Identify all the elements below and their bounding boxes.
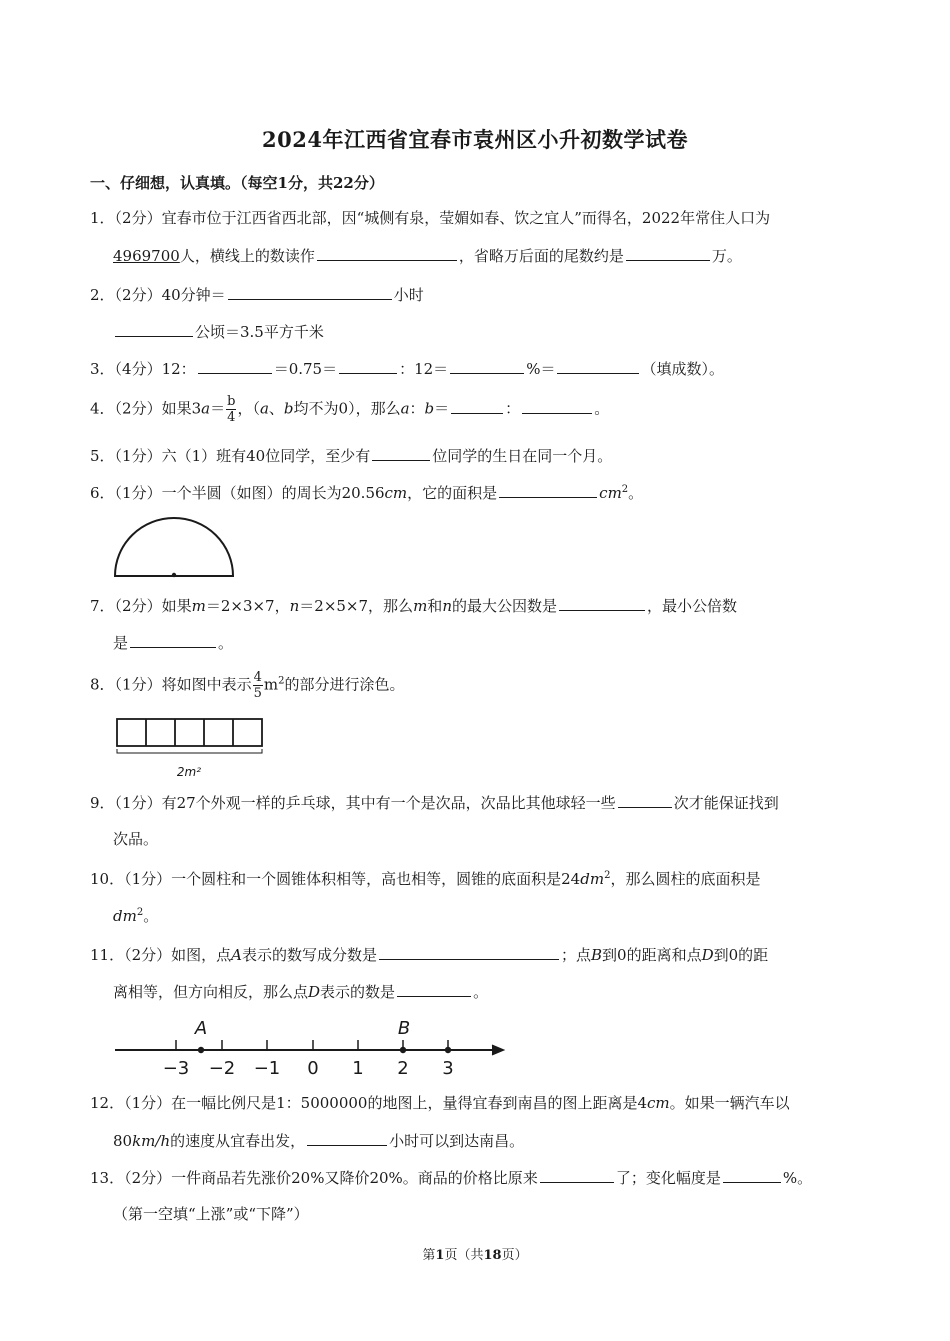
axis-label-2: 2 (397, 1058, 409, 1079)
answer-blank-5[interactable] (372, 444, 430, 461)
population-number: 4969700 (113, 247, 180, 265)
answer-blank-4a[interactable] (451, 397, 503, 414)
answer-blank-6[interactable] (499, 481, 597, 498)
page-title: 2024年江西省宜春市袁州区小升初数学试卷 (262, 127, 688, 152)
axis-label-neg1: −1 (253, 1058, 281, 1079)
number-line-arrow (492, 1045, 504, 1055)
question-10-line-1: 10．（1分）一个圆柱和一个圆锥体积相等，高也相等，圆锥的底面积是$24dm^2$，那么圆柱的底面积是 (90, 870, 761, 888)
question-7-line-1: 7．（2分）如果m＝2×3×7，n＝2×5×7，那么m和n的最大公因数是 ，最小公倍数 (90, 594, 737, 617)
rectangle-outline (117, 719, 262, 746)
answer-blank-2a[interactable] (228, 283, 392, 300)
answer-blank-1b[interactable] (626, 244, 710, 261)
answer-blank-2b[interactable] (115, 320, 193, 337)
answer-blank-3a[interactable] (198, 357, 272, 374)
answer-blank-7b[interactable] (130, 631, 216, 648)
number-line-figure (112, 1014, 512, 1080)
answer-blank-13a[interactable] (540, 1166, 614, 1183)
question-5: 5．（1分）六（1）班有40位同学，至少有 位同学的生日在同一个月。 (90, 444, 612, 467)
question-2-line-1: 2．（2分）40分钟＝ 小时 (90, 283, 424, 306)
point-a-dot (198, 1047, 204, 1053)
answer-blank-7a[interactable] (559, 594, 645, 611)
question-7-line-2: 是 。 (113, 631, 233, 654)
answer-blank-3c[interactable] (450, 357, 524, 374)
point-b-label: B (397, 1018, 411, 1039)
question-11-line-2: 离相等，但方向相反，那么点D表示的数是 。 (113, 980, 488, 1003)
fraction-b-over-4: $\frac{b}{4}$ (227, 394, 236, 425)
rectangle-figure (114, 716, 266, 782)
axis-label-neg3: −3 (162, 1058, 190, 1079)
answer-blank-9[interactable] (618, 791, 672, 808)
question-6: 6．（1分）一个半圆（如图）的周长为20.56cm，它的面积是 $cm^2$。 (90, 481, 643, 504)
question-12-line-2: 80km/h的速度从宜春出发， 小时可以到达南昌。 (113, 1129, 524, 1152)
answer-blank-4b[interactable] (522, 397, 592, 414)
question-9-line-2: 次品。 (113, 830, 159, 848)
question-1-line-1: 1．（2分）宜春市位于江西省西北部，因“城侧有泉，莹媚如春、饮之宜人”而得名，2022年常住人口为 (90, 209, 771, 227)
point-3-dot (445, 1047, 451, 1053)
point-b-dot (400, 1047, 406, 1053)
answer-blank-12[interactable] (307, 1129, 387, 1146)
answer-blank-3d[interactable] (557, 357, 639, 374)
question-4: 4．（2分）如果3a＝ $\frac{b}{4}$ ，（a、b均不为0），那么a：b＝ ： 。 (90, 394, 610, 425)
axis-label-neg2: −2 (208, 1058, 236, 1079)
semicircle-outline (115, 518, 233, 576)
point-a-label: A (194, 1018, 208, 1039)
fraction-4-over-5: $\frac{4}{5}$ (253, 670, 262, 701)
question-9-line-1: 9．（1分）有27个外观一样的乒乓球，其中有一个是次品，次品比其他球轻一些 次才能保证找到 (90, 791, 779, 814)
answer-blank-3b[interactable] (339, 357, 397, 374)
question-1-line-2: 4969700人，横线上的数读作 ，省略万后面的尾数约是 万。 (113, 244, 742, 267)
question-3: 3．（4分）12： ＝0.75＝ ：12＝ %＝ （填成数）。 (90, 357, 724, 380)
answer-blank-11a[interactable] (379, 943, 559, 960)
question-13-line-2: （第一空填“上涨”或“下降”） (113, 1205, 309, 1223)
question-8: 8．（1分）将如图中表示 $\frac{4}{5}$ $m^2$的部分进行涂色。 (90, 670, 405, 701)
axis-label-0: 0 (307, 1058, 319, 1079)
axis-label-1: 1 (352, 1058, 364, 1079)
semicircle-center-dot (172, 573, 176, 577)
rectangle-label: 2m² (176, 765, 202, 779)
axis-label-3: 3 (442, 1058, 454, 1079)
question-10-line-2: $dm^2$。 (113, 907, 159, 925)
section-heading: 一、仔细想，认真填。（每空1分，共22分） (90, 174, 384, 192)
measure-bracket (117, 749, 262, 753)
question-12-line-1: 12．（1分）在一幅比例尺是1：5000000的地图上，量得宜春到南昌的图上距离是4cm。如果一辆汽车以 (90, 1094, 790, 1112)
semicircle-figure (112, 510, 238, 582)
answer-blank-13b[interactable] (723, 1166, 781, 1183)
question-11-line-1: 11．（2分）如图，点A表示的数写成分数是 ；点B到0的距离和点D到0的距 (90, 943, 768, 966)
answer-blank-1a[interactable] (317, 244, 457, 261)
question-2-line-2: 公顷＝3.5平方千米 (113, 320, 324, 343)
question-13-line-1: 13．（2分）一件商品若先涨价20%又降价20%。商品的价格比原来 了；变化幅度是 %。 (90, 1166, 812, 1189)
page-footer: 第1页（共18页） (422, 1248, 528, 1263)
answer-blank-11b[interactable] (397, 980, 471, 997)
